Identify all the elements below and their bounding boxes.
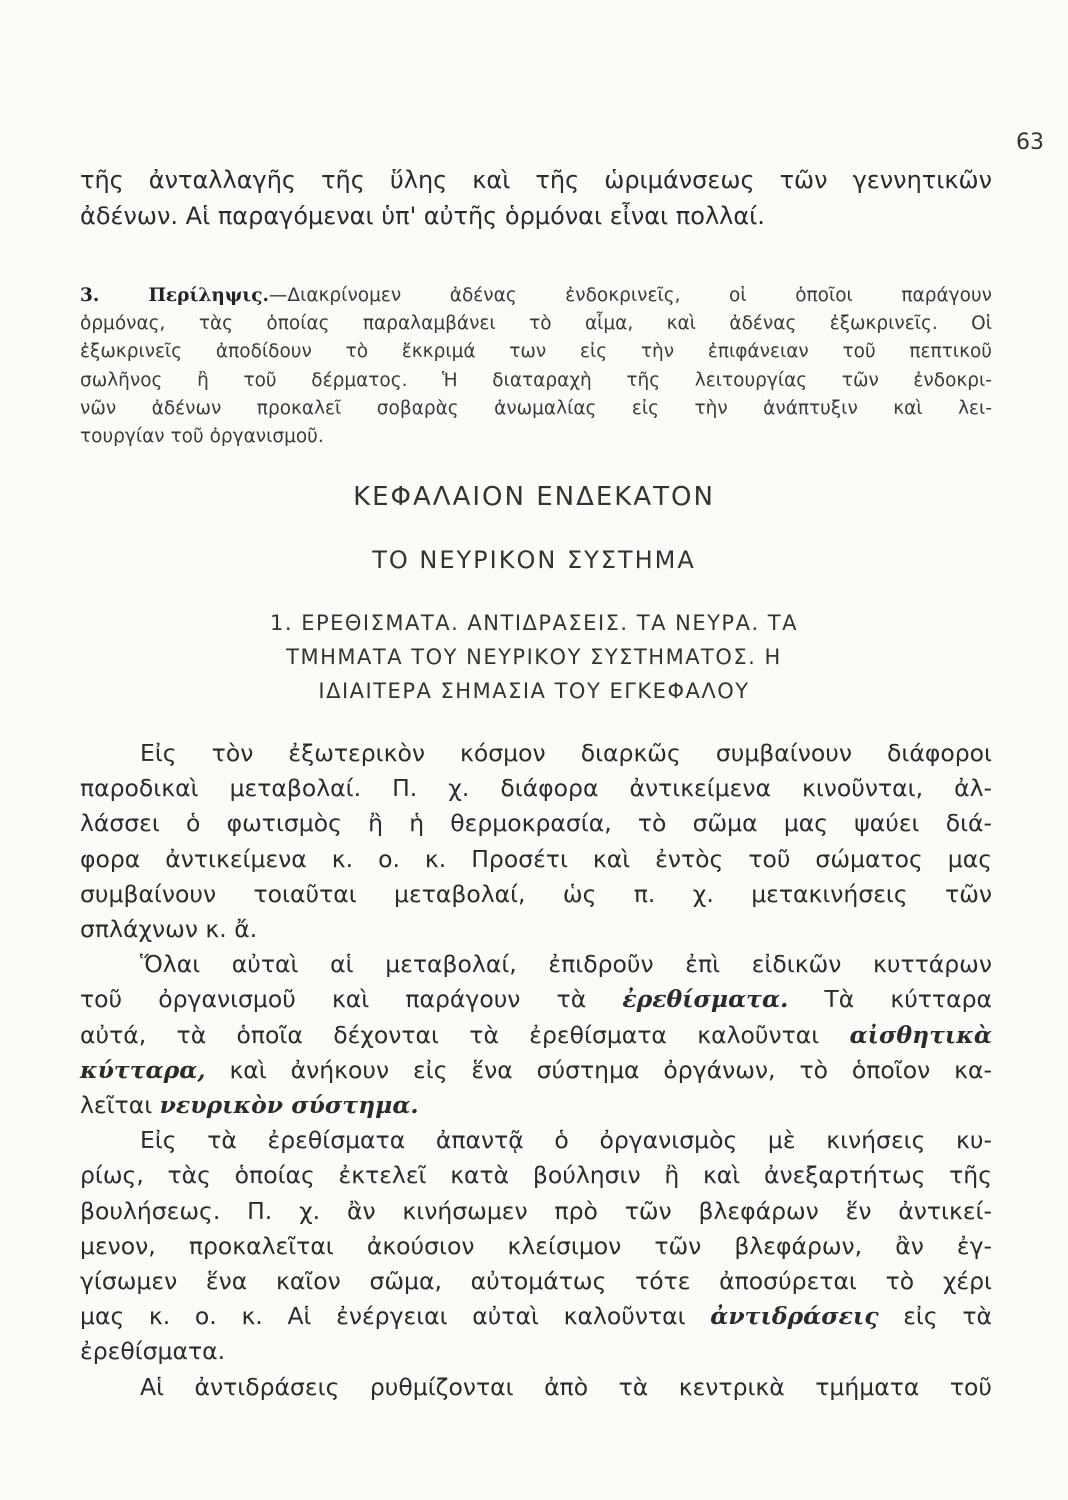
- text-line: [80, 982, 992, 1017]
- text-line: ἐξωκρινεῖς ἀποδίδουν τὸ ἔκκριμά των εἰς τὴν ἐπιφάνειαν τοῦ πεπτικοῦ: [80, 341, 992, 363]
- text-line: μενον, προκαλεῖται ἀκούσιον κλείσιμον τῶν βλεφάρων, ἂν ἐγ-: [80, 1231, 992, 1260]
- section-title-line: ΙΔΙΑΙΤΕΡΑ ΣΗΜΑΣΙΑ ΤΟΥ ΕΓΚΕΦΑΛΟΥ: [318, 679, 750, 703]
- text-line: ὁρμόνας, τὰς ὁποίας παραλαμβάνει τὸ αἷμα, καὶ ἀδένας ἐξωκρινεῖς. Οἱ: [80, 313, 992, 335]
- text-span: αὐτά, τὰ ὁποῖα δέχονται τὰ ἐρεθίσματα καλοῦνται: [80, 1020, 850, 1049]
- text-line: φορα ἀντικείμενα κ. ο. κ. Προσέτι καὶ ἐντὸς τοῦ σώματος μας: [80, 844, 992, 873]
- text-line: ἐρεθίσματα.: [80, 1337, 226, 1366]
- term-antidraseis: ἀντιδράσεις: [710, 1302, 879, 1331]
- text-span: —Διακρίνομεν ἀδένας ἐνδοκρινεῖς, οἱ ὁποῖοι παράγουν: [268, 285, 992, 306]
- chapter-title: ΚΕΦΑΛΑΙΟΝ ΕΝΔΕΚΑΤΟΝ: [353, 482, 715, 512]
- text-line: νῶν ἀδένων προκαλεῖ σοβαρὰς ἀνωμαλίας εἰς τὴν ἀνάπτυξιν καὶ λει-: [80, 397, 992, 419]
- text-line: [80, 282, 992, 310]
- page-number: 63: [1016, 130, 1044, 155]
- text-line: λάσσει ὁ φωτισμὸς ἢ ἡ θερμοκρασία, τὸ σῶμα μας ψαύει διά-: [80, 809, 992, 838]
- body-text: [80, 736, 992, 1405]
- text-line: τουργίαν τοῦ ὀργανισμοῦ.: [80, 426, 324, 448]
- system-title: ΤΟ ΝΕΥΡΙΚΟΝ ΣΥΣΤΗΜΑ: [372, 546, 696, 574]
- text-span: τοῦ ὀργανισμοῦ καὶ παράγουν τὰ: [80, 985, 623, 1014]
- section-title-line: ΤΜΗΜΑΤΑ ΤΟΥ ΝΕΥΡΙΚΟΥ ΣΥΣΤΗΜΑΤΟΣ. Η: [286, 645, 782, 669]
- text-line: τῆς ἀνταλλαγῆς τῆς ὕλης καὶ τῆς ὡριμάνσεως τῶν γεννητικῶν: [80, 166, 992, 194]
- term-kyttara: κύτταρα,: [80, 1055, 206, 1084]
- text-span: εἰς τὰ: [878, 1302, 992, 1331]
- text-span: λεῖται: [80, 1091, 160, 1120]
- text-line: [80, 1088, 992, 1123]
- term-erethismata: ἐρεθίσματα.: [622, 985, 789, 1014]
- term-nevrikon-systima: νευρικὸν σύστημα.: [159, 1091, 419, 1120]
- text-line: βουλήσεως. Π. χ. ἂν κινήσωμεν πρὸ τῶν βλεφάρων ἕν ἀντικεί-: [80, 1196, 992, 1225]
- text-line: ἀδένων. Αἱ παραγόμεναι ὑπ' αὐτῆς ὁρμόναι εἶναι πολλαί.: [80, 202, 765, 230]
- section-title: [0, 606, 1068, 708]
- text-line: [80, 1053, 992, 1088]
- summary-paragraph: [80, 282, 992, 451]
- text-span: Τὰ κύτταρα: [788, 985, 992, 1014]
- text-line: Αἱ ἀντιδράσεις ρυθμίζονται ἀπὸ τὰ κεντρικὰ τμήματα τοῦ: [140, 1372, 992, 1401]
- section-title-line: 1. ΕΡΕΘΙΣΜΑΤΑ. ΑΝΤΙΔΡΑΣΕΙΣ. ΤΑ ΝΕΥΡΑ. ΤΑ: [269, 611, 799, 635]
- text-span: καὶ ἀνήκουν εἰς ἕνα σύστημα ὀργάνων, τὸ ὁποῖον κα-: [205, 1055, 992, 1084]
- text-line: [80, 1299, 992, 1334]
- text-line: συμβαίνουν τοιαῦται μεταβολαί, ὡς π. χ. μετακινήσεις τῶν: [80, 879, 992, 908]
- text-line: παροδικαὶ μεταβολαί. Π. χ. διάφορα ἀντικείμενα κινοῦνται, ἀλ-: [80, 774, 992, 803]
- text-line: γίσωμεν ἕνα καῖον σῶμα, αὐτομάτως τότε ἀποσύρεται τὸ χέρι: [80, 1267, 992, 1296]
- text-span: μας κ. ο. κ. Αἱ ἐνέργειαι αὐταὶ καλοῦνται: [80, 1302, 711, 1331]
- text-line: [80, 1018, 992, 1053]
- text-line: Εἰς τὸν ἐξωτερικὸν κόσμον διαρκῶς συμβαίνουν διάφοροι: [140, 739, 992, 767]
- continuation-paragraph: [80, 162, 992, 234]
- text-line: Εἰς τὰ ἐρεθίσματα ἀπαντᾷ ὁ ὀργανισμὸς μὲ κινήσεις κυ-: [140, 1126, 992, 1155]
- term-aisthitika: αἰσθητικὰ: [849, 1020, 992, 1049]
- text-line: σωλῆνος ἢ τοῦ δέρματος. Ἡ διαταραχὴ τῆς λειτουργίας τῶν ἐνδοκρι-: [80, 369, 992, 391]
- text-line: Ὅλαι αὐταὶ αἱ μεταβολαί, ἐπιδροῦν ἐπὶ εἰδικῶν κυττάρων: [140, 950, 992, 979]
- text-line: ρίως, τὰς ὁποίας ἐκτελεῖ κατὰ βούλησιν ἢ καὶ ἀνεξαρτήτως τῆς: [80, 1161, 992, 1190]
- summary-heading: 3. Περίληψις.: [80, 285, 269, 306]
- text-line: σπλάχνων κ. ἄ.: [80, 915, 258, 944]
